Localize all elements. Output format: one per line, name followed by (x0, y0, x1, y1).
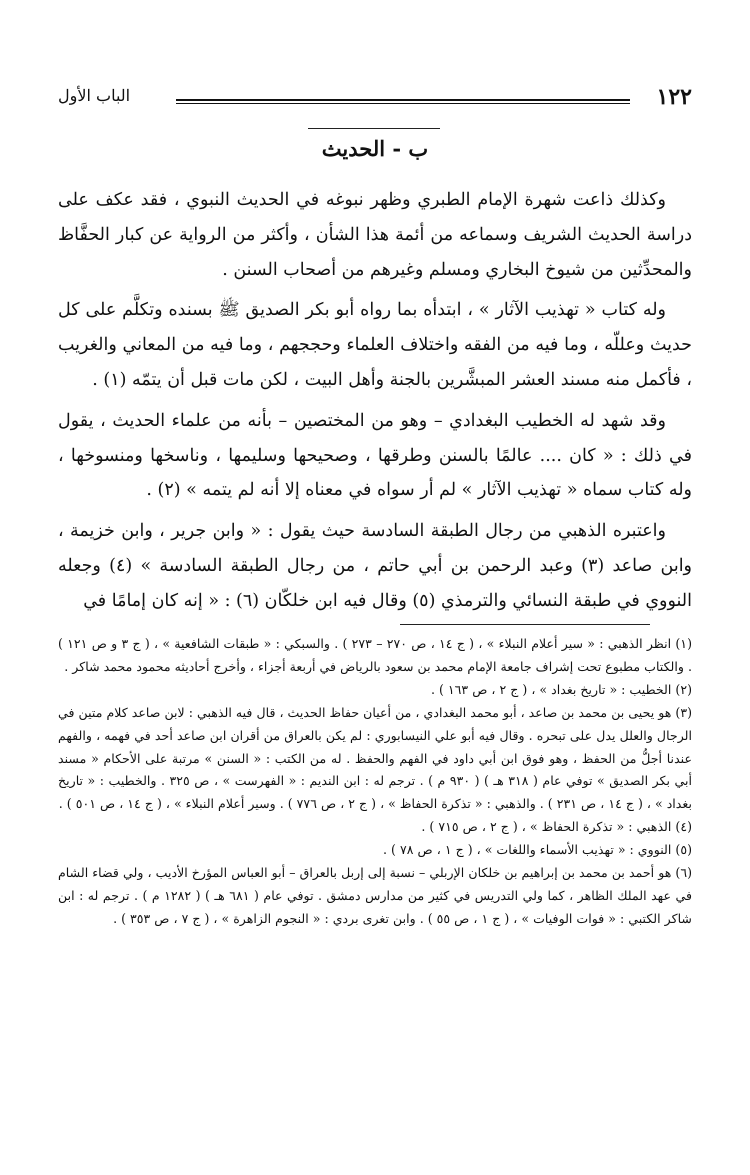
page-number: ١٢٢ (656, 84, 692, 110)
body-text (58, 183, 692, 625)
paragraph: وكذلك ذاعت شهرة الإمام الطبري وظهر نبوغه في الحديث النبوي ، فقد عكف على دراسة الحديث الشريف وسماعه من أئمة هذا الشأن ، وأكثر من الرواية عن كبار الحفَّاظ والمحدِّثين من شيوخ البخاري ومسلم وغيرهم من أصحاب السنن . (58, 190, 692, 280)
header-rule (176, 99, 630, 104)
footnote: (٤) الذهبي : « تذكرة الحفاظ » ، ( ج ٢ ، ص ٧١٥ ) . (421, 819, 692, 835)
footnote-separator (400, 624, 650, 625)
footnote: (٣) هو يحيى بن محمد بن صاعد ، أبو محمد البغدادي ، من أعيان حفاظ الحديث ، قال فيه الذهبي : لابن صاعد كلام متين في الرجال والعلل يدل على تبحره . وقال فيه أبو علي النيسابوري : لم يكن بالعراق من أقران ابن صاعد أحد في فهمه ، والفهم عندنا أجلُّ من الحفظ ، وهو فوق ابن أبي داود في الفهم والحفظ . له من الكتب : « السنن » مرتبة على الأحكام « مسند أبي بكر الصديق » توفي عام ( ٣١٨ هـ ) ( ٩٣٠ م ) . ترجم له : ابن النديم : « الفهرست » ، ص ٣٢٥ . والخطيب : « تاريخ بغداد » ، ( ج ١٤ ، ص ٢٣١ ) . والذهبي : « تذكرة الحفاظ » ، ( ج ٢ ، ص ٧٧٦ ) . وسير أعلام النبلاء » ، ( ج ١٤ ، ص ٥٠١ ) . (58, 704, 693, 812)
footnotes (58, 633, 692, 931)
title-rule (308, 128, 440, 129)
footnote: (٥) النووي : « تهذيب الأسماء واللغات » ، ( ج ١ ، ص ٧٨ ) . (383, 842, 692, 858)
footnote: (١) انظر الذهبي : « سير أعلام النبلاء » ، ( ج ١٤ ، ص ٢٧٠ – ٢٧٣ ) . والسبكي : « طبقات الشافعية » ، ( ج ٣ و ص ١٢١ ) . والكتاب مطبوع تحت إشراف جامعة الإمام محمد بن سعود بالرياض في أربعة أجزاء ، وأخرج أحاديثه محمود محمد شاكر . (58, 636, 692, 674)
page-header (58, 84, 692, 118)
section-title: ب - الحديث (321, 136, 429, 161)
running-title: الباب الأول (58, 86, 131, 105)
paragraph: واعتبره الذهبي من رجال الطبقة السادسة حيث يقول : « وابن جرير ، وابن خزيمة ، وابن صاعد (٣) وعبد الرحمن بن أبي حاتم ، من رجال الطبقة السادسة » (٤) وجعله النووي في طبقة النسائي والترمذي (٥) وقال فيه ابن خلكّان (٦) : « إنه كان إمامًا في (58, 521, 693, 611)
footnote: (٦) هو أحمد بن محمد بن إبراهيم بن خلكان الإربلي – نسبة إلى إربل بالعراق – أبو العباس المؤرخ الأديب ، ولي قضاء الشام في عهد الملك الظاهر ، كما ولي التدريس في كثير من مدارس دمشق . توفي عام ( ٦٨١ هـ ) ( ١٢٨٢ م ) . ترجم له : ابن شاكر الكتبي : « فوات الوفيات » ، ( ج ١ ، ص ٥٥ ) . وابن تغرى بردي : « النجوم الزاهرة » ، ( ج ٧ ، ص ٣٥٣ ) . (58, 865, 692, 926)
footnote: (٢) الخطيب : « تاريخ بغداد » ، ( ج ٢ ، ص ١٦٣ ) . (430, 681, 692, 697)
paragraph: وقد شهد له الخطيب البغدادي – وهو من المختصين – بأنه من علماء الحديث ، يقول في ذلك : « كان .... عالمًا بالسنن وطرقها ، وصحيحها وسليمها ، وناسخها ومنسوخها ، وله كتاب سماه « تهذيب الآثار » لم أر سواه في معناه إلا أنه لم يتمه » (٢) . (58, 410, 692, 501)
paragraph: وله كتاب « تهذيب الآثار » ، ابتدأه بما رواه أبو بكر الصديق ﷺ بسنده وتكلَّم على كل حديث وعللّه ، وما فيه من الفقه واختلاف العلماء وحججهم ، وما فيه من المعاني والغريب ، فأكمل منه مسند العشر المبشَّرين بالجنة وأهل البيت ، لكن مات قبل أن يتمّه (١) . (58, 300, 692, 390)
